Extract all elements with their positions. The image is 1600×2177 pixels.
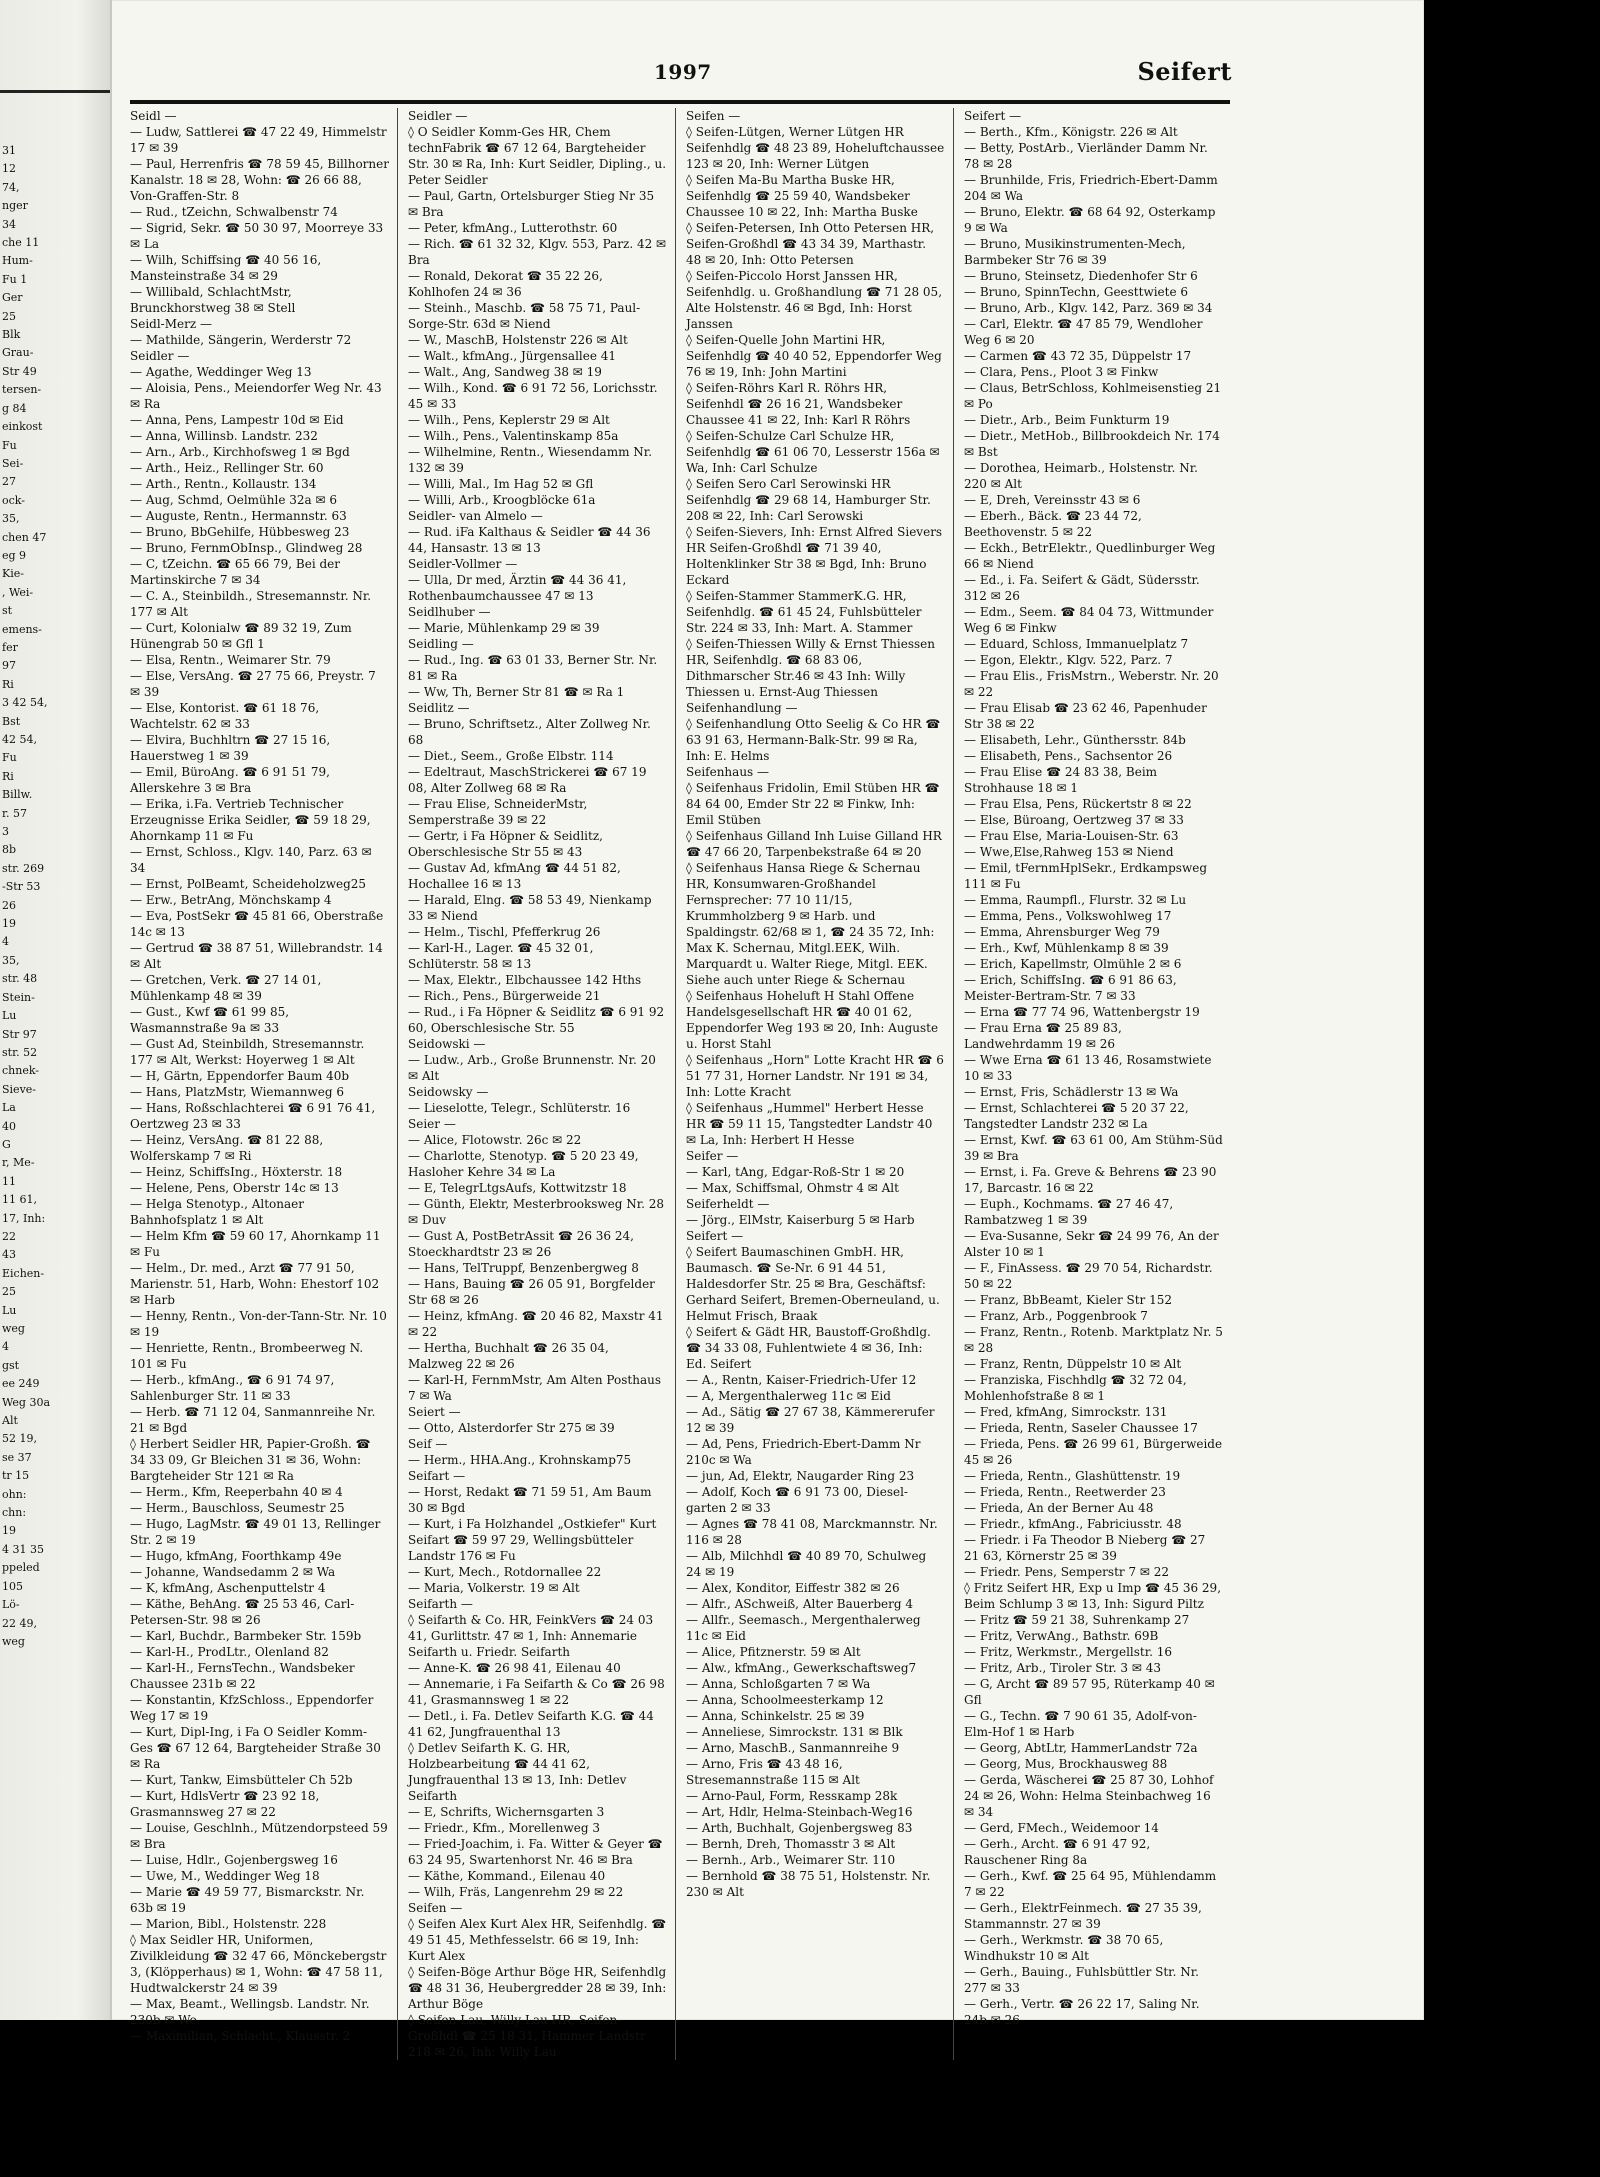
directory-column-text: Seidler — ◊ O Seidler Komm-Ges HR, Chem technFabrik ☎ 67 12 64, Bargteheider Str. 30 ✉ Ra, Inh: Kurt Seidler, Dipling., u. Peter Seidler — Paul, Gartn, Ortelsburger Stieg Nr 35 ✉ Bra — Peter, kfmAng., Lutterothstr. 60 — Rich. ☎ 61 32 32, Klgv. 553, Parz. 42 ✉ Bra — Ronald, Dekorat ☎ 35 22 26, Kohlhofen 24 ✉ 36 — Steinh., Maschb. ☎ 58 75 71, Paul-Sorge-Str. 63d ✉ Niend — W., MaschB, Holstenstr 226 ✉ Alt — Walt., kfmAng., Jürgensallee 41 — Walt., Ang, Sandweg 38 ✉ 19 — Wilh., Kond. ☎ 6 91 72 56, Lorichsstr. 45 ✉ 33 — Wilh., Pens, Keplerstr 29 ✉ Alt — Wilh., Pens., Valentinskamp 85a — Wilhelmine, Rentn., Wiesendamm Nr. 132 ✉ 39 — Willi, Mal., Im Hag 52 ✉ Gfl — Willi, Arb., Kroogblöcke 61a Seidler- van Almelo — — Rud. iFa Kalthaus & Seidler ☎ 44 36 44, Hansastr. 13 ✉ 13 Seidler-Vollmer — — Ulla, Dr med, Ärztin ☎ 44 36 41, Rothenbaumchaussee 47 ✉ 13 Seidlhuber — — Marie, Mühlenkamp 29 ✉ 39 Seidling — — Rud., Ing. ☎ 63 01 33, Berner Str. Nr. 81 ✉ Ra — Ww, Th, Berner Str 81 ☎ ✉ Ra 1 Seidlitz — — Bruno, Schriftsetz., Alter Zollweg Nr. 68 — Diet., Seem., Große Elbstr. 114 — Edeltraut, MaschStrickerei ☎ 67 19 08, Alter Zollweg 68 ✉ Ra — Frau Elise, SchneiderMstr, Semperstraße 39 ✉ 22 — Gertr, i Fa Höpner & Seidlitz, Oberschlesische Str 55 ✉ 43 — Gustav Ad, kfmAng ☎ 44 51 82, Hochallee 16 ✉ 13 — Harald, Elng. ☎ 58 53 49, Nienkamp 33 ✉ Niend — Helm., Tischl, Pfefferkrug 26 — Karl-H., Lager. ☎ 45 32 01, Schlüterstr. 58 ✉ 13 — Max, Elektr., Elbchaussee 142 Hths — Rich., Pens., Bürgerweide 21 — Rud., i Fa Höpner & Seidlitz ☎ 6 91 92 60, Oberschlesische Str. 55 Seidowski — — Ludw., Arb., Große Brunnenstr. Nr. 20 ✉ Alt Seidowsky — — Lieselotte, Telegr., Schlüterstr. 16 Seier — — Alice, Flotowstr. 26c ✉ 22 — Charlotte, Stenotyp. ☎ 5 20 23 49, Hasloher Kehre 34 ✉ La — E, TelegrLtgsAufs, Kottwitzstr 18 — Günth, Elektr, Mesterbrooksweg Nr. 28 ✉ Duv — Gust A, PostBetrAssit ☎ 26 36 24, Stoeckhardtstr 23 ✉ 26 — Hans, TelTruppf, Benzenbergweg 8 — Hans, Bauing ☎ 26 05 91, Borgfelder Str 68 ✉ 26 — Heinz, kfmAng. ☎ 20 46 82, Maxstr 41 ✉ 22 — Hertha, Buchhalt ☎ 26 35 04, Malzweg 22 ✉ 26 — Karl-H, FernmMstr, Am Alten Posthaus 7 ✉ Wa Seiert — — Otto, Alsterdorfer Str 275 ✉ 39 Seif — — Herm., HHA.Ang., Krohnskamp75 Seifart — — Horst, Redakt ☎ 71 59 51, Am Baum 30 ✉ Bgd — Kurt, i Fa Holzhandel „Ostkiefer" Kurt Seifart ☎ 59 97 29, Wellingsbütteler Landstr 176 ✉ Fu — Kurt, Mech., Rotdornallee 22 — Maria, Volkerstr. 19 ✉ Alt Seifarth — ◊ Seifarth & Co. HR, FeinkVers ☎ 24 03 41, Gurlittstr. 47 ✉ 1, Inh: Annemarie Seifarth u. Friedr. Seifarth — Anne-K. ☎ 26 98 41, Eilenau 40 — Annemarie, i Fa Seifarth & Co ☎ 26 98 41, Grasmannsweg 1 ✉ 22 — Detl., i. Fa. Detlev Seifarth K.G. ☎ 44 41 62, Jungfrauenthal 13 ◊ Detlev Seifarth K. G. HR, Holzbearbeitung ☎ 44 41 62, Jungfrauenthal 13 ✉ 13, Inh: Detlev Seifarth — E, Schrifts, Wichernsgarten 3 — Friedr., Kfm., Morellenweg 3 — Fried-Joachim, i. Fa. Witter & Geyer ☎ 63 24 95, Swartenhorst Nr. 46 ✉ Bra — Käthe, Kommand., Eilenau 40 — Wilh, Fräs, Langenrehm 29 ✉ 22 Seifen — ◊ Seifen Alex Kurt Alex HR, Seifenhdlg. ☎ 49 51 45, Methfesselstr. 66 ✉ 19, Inh: Kurt Alex ◊ Seifen-Böge Arthur Böge HR, Seifenhdlg ☎ 48 31 36, Heubergredder 28 ✉ 39, Inh: Arthur Böge ◊ Seifen-Lau, Willy Lau HR, Seifen-Großhdl ☎ 25 18 31, Hammer Landstr 218 ✉ 26, Inh: Willy Lau bbox=[408, 109, 667, 2059]
facing-page-rule bbox=[0, 90, 110, 93]
page-title: Seifert bbox=[1137, 57, 1232, 86]
directory-column-4 bbox=[964, 108, 1232, 2060]
directory-column-text: Seidl — — Ludw, Sattlerei ☎ 47 22 49, Himmelstr 17 ✉ 39 — Paul, Herrenfris ☎ 78 59 45, Billhorner Kanalstr. 18 ✉ 28, Wohn: ☎ 26 66 88, Von-Graffen-Str. 8 — Rud., tZeichn, Schwalbenstr 74 — Sigrid, Sekr. ☎ 50 30 97, Moorreye 33 ✉ La — Wilh, Schiffsing ☎ 40 56 16, Mansteinstraße 34 ✉ 29 — Willibald, SchlachtMstr, Brunckhorstweg 38 ✉ Stell Seidl-Merz — — Mathilde, Sängerin, Werderstr 72 Seidler — — Agathe, Weddinger Weg 13 — Aloisia, Pens., Meiendorfer Weg Nr. 43 ✉ Ra — Anna, Pens, Lampestr 10d ✉ Eid — Anna, Willinsb. Landstr. 232 — Arn., Arb., Kirchhofsweg 1 ✉ Bgd — Arth., Heiz., Rellinger Str. 60 — Arth., Rentn., Kollaustr. 134 — Aug, Schmd, Oelmühle 32a ✉ 6 — Auguste, Rentn., Hermannstr. 63 — Bruno, BbGehilfe, Hübbesweg 23 — Bruno, FernmObInsp., Glindweg 28 — C, tZeichn. ☎ 65 66 79, Bei der Martinskirche 7 ✉ 34 — C. A., Steinbildh., Stresemannstr. Nr. 177 ✉ Alt — Curt, Kolonialw ☎ 89 32 19, Zum Hünengrab 50 ✉ Gfl 1 — Elsa, Rentn., Weimarer Str. 79 — Else, VersAng. ☎ 27 75 66, Preystr. 7 ✉ 39 — Else, Kontorist. ☎ 61 18 76, Wachtelstr. 62 ✉ 33 — Elvira, Buchhltrn ☎ 27 15 16, Hauerstweg 1 ✉ 39 — Emil, BüroAng. ☎ 6 91 51 79, Allerskehre 3 ✉ Bra — Erika, i.Fa. Vertrieb Technischer Erzeugnisse Erika Seidler, ☎ 59 18 29, Ahornkamp 11 ✉ Fu — Ernst, Schloss., Klgv. 140, Parz. 63 ✉ 34 — Ernst, PolBeamt, Scheideholzweg25 — Erw., BetrAng, Mönchskamp 4 — Eva, PostSekr ☎ 45 81 66, Oberstraße 14c ✉ 13 — Gertrud ☎ 38 87 51, Willebrandstr. 14 ✉ Alt — Gretchen, Verk. ☎ 27 14 01, Mühlenkamp 48 ✉ 39 — Gust., Kwf ☎ 61 99 85, Wasmannstraße 9a ✉ 33 — Gust Ad, Steinbildh, Stresemannstr. 177 ✉ Alt, Werkst: Hoyerweg 1 ✉ Alt — H, Gärtn, Eppendorfer Baum 40b — Hans, PlatzMstr, Wiemannweg 6 — Hans, Roßschlachterei ☎ 6 91 76 41, Oertzweg 23 ✉ 33 — Heinz, VersAng. ☎ 81 22 88, Wolferskamp 7 ✉ Ri — Heinz, SchiffsIng., Höxterstr. 18 — Helene, Pens, Oberstr 14c ✉ 13 — Helga Stenotyp., Altonaer Bahnhofsplatz 1 ✉ Alt — Helm Kfm ☎ 59 60 17, Ahornkamp 11 ✉ Fu — Helm., Dr. med., Arzt ☎ 77 91 50, Marienstr. 51, Harb, Wohn: Ehestorf 102 ✉ Harb — Henny, Rentn., Von-der-Tann-Str. Nr. 10 ✉ 19 — Henriette, Rentn., Brombeerweg N. 101 ✉ Fu — Herb., kfmAng., ☎ 6 91 74 97, Sahlenburger Str. 11 ✉ 33 — Herb. ☎ 71 12 04, Sanmannreihe Nr. 21 ✉ Bgd ◊ Herbert Seidler HR, Papier-Großh. ☎ 34 33 09, Gr Bleichen 31 ✉ 36, Wohn: Bargteheider Str 121 ✉ Ra — Herm., Kfm, Reeperbahn 40 ✉ 4 — Herm., Bauschloss, Seumestr 25 — Hugo, LagMstr. ☎ 49 01 13, Rellinger Str. 2 ✉ 19 — Hugo, kfmAng, Foorthkamp 49e — Johanne, Wandsedamm 2 ✉ Wa — K, kfmAng, Aschenputtelstr 4 — Käthe, BehAng. ☎ 25 53 46, Carl-Petersen-Str. 98 ✉ 26 — Karl, Buchdr., Barmbeker Str. 159b — Karl-H., ProdLtr., Olenland 82 — Karl-H., FernsTechn., Wandsbeker Chaussee 231b ✉ 22 — Konstantin, KfzSchloss., Eppendorfer Weg 17 ✉ 19 — Kurt, Dipl-Ing, i Fa O Seidler Komm-Ges ☎ 67 12 64, Bargteheider Straße 30 ✉ Ra — Kurt, Tankw, Eimsbütteler Ch 52b — Kurt, HdlsVertr ☎ 23 92 18, Grasmannsweg 27 ✉ 22 — Louise, Geschlnh., Mützendorpsteed 59 ✉ Bra — Luise, Hdlr., Gojenbergsweg 16 — Uwe, M., Weddinger Weg 18 — Marie ☎ 49 59 77, Bismarckstr. Nr. 63b ✉ 19 — Marion, Bibl., Holstenstr. 228 ◊ Max Seidler HR, Uniformen, Zivilkleidung ☎ 32 47 66, Mönckebergstr 3, (Klöpperhaus) ✉ 1, Wohn: ☎ 47 58 11, Hudtwalckerstr 24 ✉ 39 — Max, Beamt., Wellingsb. Landstr. Nr. 230b ✉ We — Maximilian, Schlacht., Klausstr. 2 bbox=[130, 109, 389, 2043]
facing-page-fragment bbox=[0, 0, 112, 2020]
page-number: 1997 bbox=[654, 60, 712, 84]
directory-column-1 bbox=[130, 108, 398, 2060]
directory-column-text: Seifert — — Berth., Kfm., Königstr. 226 ✉ Alt — Betty, PostArb., Vierländer Damm Nr. 78 ✉ 28 — Brunhilde, Fris, Friedrich-Ebert-Damm 204 ✉ Wa — Bruno, Elektr. ☎ 68 64 92, Osterkamp 9 ✉ Wa — Bruno, Musikinstrumenten-Mech, Barmbeker Str 76 ✉ 39 — Bruno, Steinsetz, Diedenhofer Str 6 — Bruno, SpinnTechn, Geesttwiete 6 — Bruno, Arb., Klgv. 142, Parz. 369 ✉ 34 — Carl, Elektr. ☎ 47 85 79, Wendloher Weg 6 ✉ 20 — Carmen ☎ 43 72 35, Düppelstr 17 — Clara, Pens., Ploot 3 ✉ Finkw — Claus, BetrSchloss, Kohlmeisenstieg 21 ✉ Po — Dietr., Arb., Beim Funkturm 19 — Dietr., MetHob., Billbrookdeich Nr. 174 ✉ Bst — Dorothea, Heimarb., Holstenstr. Nr. 220 ✉ Alt — E, Dreh, Vereinsstr 43 ✉ 6 — Eberh., Bäck. ☎ 23 44 72, Beethovenstr. 5 ✉ 22 — Eckh., BetrElektr., Quedlinburger Weg 66 ✉ Niend — Ed., i. Fa. Seifert & Gädt, Südersstr. 312 ✉ 26 — Edm., Seem. ☎ 84 04 73, Wittmunder Weg 6 ✉ Finkw — Eduard, Schloss, Immanuelplatz 7 — Egon, Elektr., Klgv. 522, Parz. 7 — Frau Elis., FrisMstrn., Weberstr. Nr. 20 ✉ 22 — Frau Elisab ☎ 23 62 46, Papenhuder Str 38 ✉ 22 — Elisabeth, Lehr., Günthersstr. 84b — Elisabeth, Pens., Sachsentor 26 — Frau Elise ☎ 24 83 38, Beim Strohhause 18 ✉ 1 — Frau Elsa, Pens, Rückertstr 8 ✉ 22 — Else, Büroang, Oertzweg 37 ✉ 33 — Frau Else, Maria-Louisen-Str. 63 — Wwe,Else,Rahweg 153 ✉ Niend — Emil, tFernmHplSekr., Erdkampsweg 111 ✉ Fu — Emma, Raumpfl., Flurstr. 32 ✉ Lu — Emma, Pens., Volkswohlweg 17 — Emma, Ahrensburger Weg 79 — Erh., Kwf, Mühlenkamp 8 ✉ 39 — Erich, Kapellmstr, Olmühle 2 ✉ 6 — Erich, SchiffsIng. ☎ 6 91 86 63, Meister-Bertram-Str. 7 ✉ 33 — Erna ☎ 77 74 96, Wattenbergstr 19 — Frau Erna ☎ 25 89 83, Landwehrdamm 19 ✉ 26 — Wwe Erna ☎ 61 13 46, Rosamstwiete 10 ✉ 33 — Ernst, Fris, Schädlerstr 13 ✉ Wa — Ernst, Schlachterei ☎ 5 20 37 22, Tangstedter Landstr 232 ✉ La — Ernst, Kwf. ☎ 63 61 00, Am Stühm-Süd 39 ✉ Bra — Ernst, i. Fa. Greve & Behrens ☎ 23 90 17, Barcastr. 16 ✉ 22 — Euph., Kochmams. ☎ 27 46 47, Rambatzweg 1 ✉ 39 — Eva-Susanne, Sekr ☎ 24 99 76, An der Alster 10 ✉ 1 — F., FinAssess. ☎ 29 70 54, Richardstr. 50 ✉ 22 — Franz, BbBeamt, Kieler Str 152 — Franz, Arb., Poggenbrook 7 — Franz, Rentn., Rotenb. Marktplatz Nr. 5 ✉ 28 — Franz, Rentn, Düppelstr 10 ✉ Alt — Franziska, Fischhdlg ☎ 32 72 04, Mohlenhofstraße 8 ✉ 1 — Fred, kfmAng, Simrockstr. 131 — Frieda, Rentn, Saseler Chaussee 17 — Frieda, Pens. ☎ 26 99 61, Bürgerweide 45 ✉ 26 — Frieda, Rentn., Glashüttenstr. 19 — Frieda, Rentn., Reetwerder 23 — Frieda, An der Berner Au 48 — Friedr., kfmAng., Fabriciusstr. 48 — Friedr. i Fa Theodor B Nieberg ☎ 27 21 63, Körnerstr 25 ✉ 39 — Friedr. Pens, Semperstr 7 ✉ 22 ◊ Fritz Seifert HR, Exp u Imp ☎ 45 36 29, Beim Schlump 3 ✉ 13, Inh: Sigurd Piltz — Fritz ☎ 59 21 38, Suhrenkamp 27 — Fritz, VerwAng., Bathstr. 69B — Fritz, Werkmstr., Mergellstr. 16 — Fritz, Arb., Tiroler Str. 3 ✉ 43 — G, Archt ☎ 89 57 95, Rüterkamp 40 ✉ Gfl — G., Techn. ☎ 7 90 61 35, Adolf-von-Elm-Hof 1 ✉ Harb — Georg, AbtLtr, HammerLandstr 72a — Georg, Mus, Brockhausweg 88 — Gerda, Wäscherei ☎ 25 87 30, Lohhof 24 ✉ 26, Wohn: Helma Steinbachweg 16 ✉ 34 — Gerd, FMech., Weidemoor 14 — Gerh., Archt. ☎ 6 91 47 92, Rauschener Ring 8a — Gerh., Kwf. ☎ 25 64 95, Mühlendamm 7 ✉ 22 — Gerh., ElektrFeinmech. ☎ 27 35 39, Stammannstr. 27 ✉ 39 — Gerh., Werkmstr. ☎ 38 70 65, Windhukstr 10 ✉ Alt — Gerh., Bauing., Fuhlsbüttler Str. Nr. 277 ✉ 33 — Gerh., Vertr. ☎ 26 22 17, Saling Nr. 24b ✉ 26 bbox=[964, 109, 1223, 2027]
header-rule bbox=[130, 100, 1230, 104]
directory-column-2 bbox=[408, 108, 676, 2060]
directory-column-text: Seifen — ◊ Seifen-Lütgen, Werner Lütgen HR Seifenhdlg ☎ 48 23 89, Hoheluftchaussee 123 ✉ 20, Inh: Werner Lütgen ◊ Seifen Ma-Bu Martha Buske HR, Seifenhdlg ☎ 25 59 40, Wandsbeker Chaussee 10 ✉ 22, Inh: Martha Buske ◊ Seifen-Petersen, Inh Otto Petersen HR, Seifen-Großhdl ☎ 43 34 39, Marthastr. 48 ✉ 20, Inh: Otto Petersen ◊ Seifen-Piccolo Horst Janssen HR, Seifenhdlg. u. Großhandlung ☎ 71 28 05, Alte Holstenstr. 46 ✉ Bgd, Inh: Horst Janssen ◊ Seifen-Quelle John Martini HR, Seifenhdlg ☎ 40 40 52, Eppendorfer Weg 76 ✉ 19, Inh: John Martini ◊ Seifen-Röhrs Karl R. Röhrs HR, Seifenhdl ☎ 26 16 21, Wandsbeker Chaussee 41 ✉ 22, Inh: Karl R Röhrs ◊ Seifen-Schulze Carl Schulze HR, Seifenhdlg ☎ 61 06 70, Lesserstr 156a ✉ Wa, Inh: Carl Schulze ◊ Seifen Sero Carl Serowinski HR Seifenhdlg ☎ 29 68 14, Hamburger Str. 208 ✉ 22, Inh: Carl Serowski ◊ Seifen-Sievers, Inh: Ernst Alfred Sievers HR Seifen-Großhdl ☎ 71 39 40, Holtenklinker Str 38 ✉ Bgd, Inh: Bruno Eckard ◊ Seifen-Stammer StammerK.G. HR, Seifenhdlg. ☎ 61 45 24, Fuhlsbütteler Str. 224 ✉ 33, Inh: Mart. A. Stammer ◊ Seifen-Thiessen Willy & Ernst Thiessen HR, Seifenhdlg. ☎ 68 83 06, Dithmarscher Str.46 ✉ 43 Inh: Willy Thiessen u. Ernst-Aug Thiessen Seifenhandlung — ◊ Seifenhandlung Otto Seelig & Co HR ☎ 63 91 63, Hermann-Balk-Str. 99 ✉ Ra, Inh: E. Helms Seifenhaus — ◊ Seifenhaus Fridolin, Emil Stüben HR ☎ 84 64 00, Emder Str 22 ✉ Finkw, Inh: Emil Stüben ◊ Seifenhaus Gilland Inh Luise Gilland HR ☎ 47 66 20, Tarpenbekstraße 64 ✉ 20 ◊ Seifenhaus Hansa Riege & Schernau HR, Konsumwaren-Großhandel Fernsprecher: 77 10 11/15, Krummholzberg 9 ✉ Harb. und Spaldingstr. 62/68 ✉ 1, ☎ 24 35 72, Inh: Max K. Schernau, Mitgl.EEK, Wilh. Marquardt u. Walter Riege, Mitgl. EEK. Siehe auch unter Riege & Schernau ◊ Seifenhaus Hoheluft H Stahl Offene Handelsgesellschaft HR ☎ 40 01 62, Eppendorfer Weg 193 ✉ 20, Inh: Auguste u. Horst Stahl ◊ Seifenhaus „Horn" Lotte Kracht HR ☎ 6 51 77 31, Horner Landstr. Nr 191 ✉ 34, Inh: Lotte Kracht ◊ Seifenhaus „Hummel" Herbert Hesse HR ☎ 59 11 15, Tangstedter Landstr 40 ✉ La, Inh: Herbert H Hesse Seifer — — Karl, tAng, Edgar-Roß-Str 1 ✉ 20 — Max, Schiffsmal, Ohmstr 4 ✉ Alt Seiferheldt — — Jörg., ElMstr, Kaiserburg 5 ✉ Harb Seifert — ◊ Seifert Baumaschinen GmbH. HR, Baumasch. ☎ Se-Nr. 6 91 44 51, Haldesdorfer Str. 25 ✉ Bra, Geschäftsf: Gerhard Seifert, Bremen-Oberneuland, u. Helmut Frisch, Braak ◊ Seifert & Gädt HR, Baustoff-Großhdlg. ☎ 34 33 08, Fuhlentwiete 4 ✉ 36, Inh: Ed. Seifert — A., Rentn, Kaiser-Friedrich-Ufer 12 — A, Mergenthalerweg 11c ✉ Eid — Ad., Sätig ☎ 27 67 38, Kämmererufer 12 ✉ 39 — Ad, Pens, Friedrich-Ebert-Damm Nr 210c ✉ Wa — jun, Ad, Elektr, Naugarder Ring 23 — Adolf, Koch ☎ 6 91 73 00, Diesel-garten 2 ✉ 33 — Agnes ☎ 78 41 08, Marckmannstr. Nr. 116 ✉ 28 — Alb, Milchhdl ☎ 40 89 70, Schulweg 24 ✉ 19 — Alex, Konditor, Eiffestr 382 ✉ 26 — Alfr., ASchweiß, Alter Bauerberg 4 — Allfr., Seemasch., Mergenthalerweg 11c ✉ Eid — Alice, Pfitznerstr. 59 ✉ Alt — Alw., kfmAng., Gewerkschaftsweg7 — Anna, Schloßgarten 7 ✉ Wa — Anna, Schoolmeesterkamp 12 — Anna, Schinkelstr. 25 ✉ 39 — Anneliese, Simrockstr. 131 ✉ Blk — Arno, MaschB., Sanmannreihe 9 — Arno, Fris ☎ 43 48 16, Stresemannstraße 115 ✉ Alt — Arno-Paul, Form, Ressкamp 28k — Art, Hdlr, Helma-Steinbach-Weg16 — Arth, Buchhalt, Gojenbergsweg 83 — Bernh, Dreh, Thomasstr 3 ✉ Alt — Bernh., Arb., Weimarer Str. 110 — Bernhold ☎ 38 75 51, Holstenstr. Nr. 230 ✉ Alt bbox=[686, 109, 945, 1899]
facing-page-text: 31 12 74, nger 34 che 11 Hum- Fu 1 Ger 25 Blk Grau- Str 49 tersen- g 84 einkost Fu Sei- 27 ock- 35, chen 47 eg 9 Kie- , Wei- st emens- fer 97 Ri 3 42 54, Bst 42 54, Fu Ri Billw. r. 57 3 8b str. 269 -Str 53 26 19 4 35, str. 48 Stein- Lu Str 97 str. 52 chnek- Sieve- La 40 G r, Me- 11 11 61, 17, Inh: 22 43 Eichen- 25 Lu weg 4 gst ee 249 Weg 30a Alt 52 19, se 37 tr 15 ohn: chn: 19 4 31 35 ppeled 105 Lö- 22 49, weg bbox=[2, 144, 51, 1648]
directory-columns bbox=[130, 108, 1232, 2059]
directory-column-3 bbox=[686, 108, 954, 2060]
